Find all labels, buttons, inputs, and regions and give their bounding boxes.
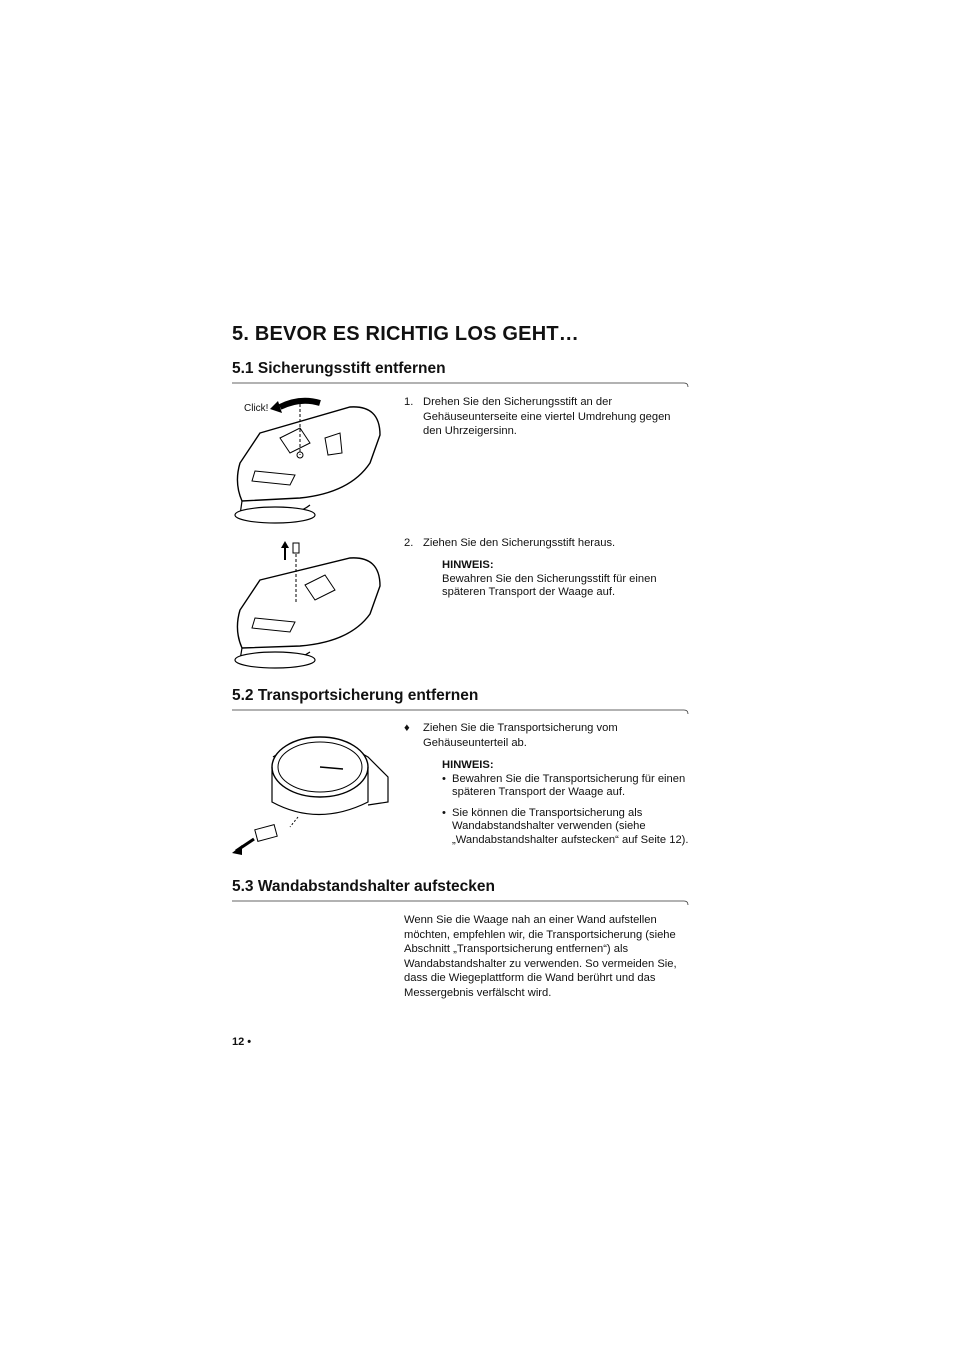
step-text: Drehen Sie den Sicherungsstift an der Gehäuseunterseite eine viertel Umdrehung gegen den Uhrzeigersinn.: [423, 396, 671, 438]
note-label: HINWEIS:: [442, 559, 494, 571]
scale-transport-lock-figure: [228, 727, 398, 862]
step-text: Ziehen Sie den Sicherungsstift heraus.: [423, 537, 616, 549]
scale-underside-rotate-figure: [230, 393, 390, 528]
section-rule: [232, 709, 688, 715]
note-label: HINWEIS:: [442, 759, 494, 771]
note-5-1: [442, 559, 692, 600]
section-rule: [232, 900, 688, 906]
note-bullet: [442, 807, 692, 848]
step-text: Ziehen Sie die Transportsicherung vom Gehäuseunterteil ab.: [423, 722, 618, 749]
step-2: [404, 536, 689, 551]
step-5-2: [404, 721, 689, 750]
note-text: Bewahren Sie den Sicherungsstift für einen späteren Transport der Waage auf.: [442, 572, 657, 599]
section-rule: [232, 382, 688, 388]
bullet-text: Sie können die Transportsicherung als Wandabstandshalter verwenden (siehe „Wandabstandshalter aufstecken“ auf Seite 12).: [452, 806, 689, 846]
note-bullet: [442, 773, 692, 800]
page-number: 12 •: [232, 1036, 252, 1048]
note-5-2: [442, 759, 692, 848]
bullet-icon: •: [442, 772, 446, 785]
chapter-title: 5. BEVOR ES RICHTIG LOS GEHT…: [232, 323, 579, 345]
section-title: 5.2 Transportsicherung entfernen: [232, 687, 479, 704]
scale-underside-pin-removal-figure: [230, 540, 390, 670]
section-5-3-paragraph: Wenn Sie die Waage nah an einer Wand aufstellen möchten, empfehlen wir, die Transportsicherung (siehe Abschnitt „Transportsicherung entfernen“) als Wandabstandshalter zu verwenden. So vermeiden Sie, dass die Wiegeplattform die Wand berührt und das Messergebnis verfälscht wird.: [404, 914, 677, 999]
section-5-2-heading: [232, 687, 688, 705]
step-1: [404, 395, 689, 439]
step-number: 2.: [404, 537, 414, 549]
bullet-icon: •: [442, 806, 446, 819]
section-title: 5.3 Wandabstandshalter aufstecken: [232, 878, 496, 895]
step-number: 1.: [404, 396, 414, 408]
section-title: 5.1 Sicherungsstift entfernen: [232, 360, 446, 377]
click-label: Click!: [244, 403, 269, 414]
section-5-1-heading: [232, 360, 688, 378]
section-5-3-heading: [232, 878, 688, 896]
bullet-text: Bewahren Sie die Transportsicherung für einen späteren Transport der Waage auf.: [452, 772, 686, 799]
diamond-icon: ♦: [404, 722, 410, 734]
